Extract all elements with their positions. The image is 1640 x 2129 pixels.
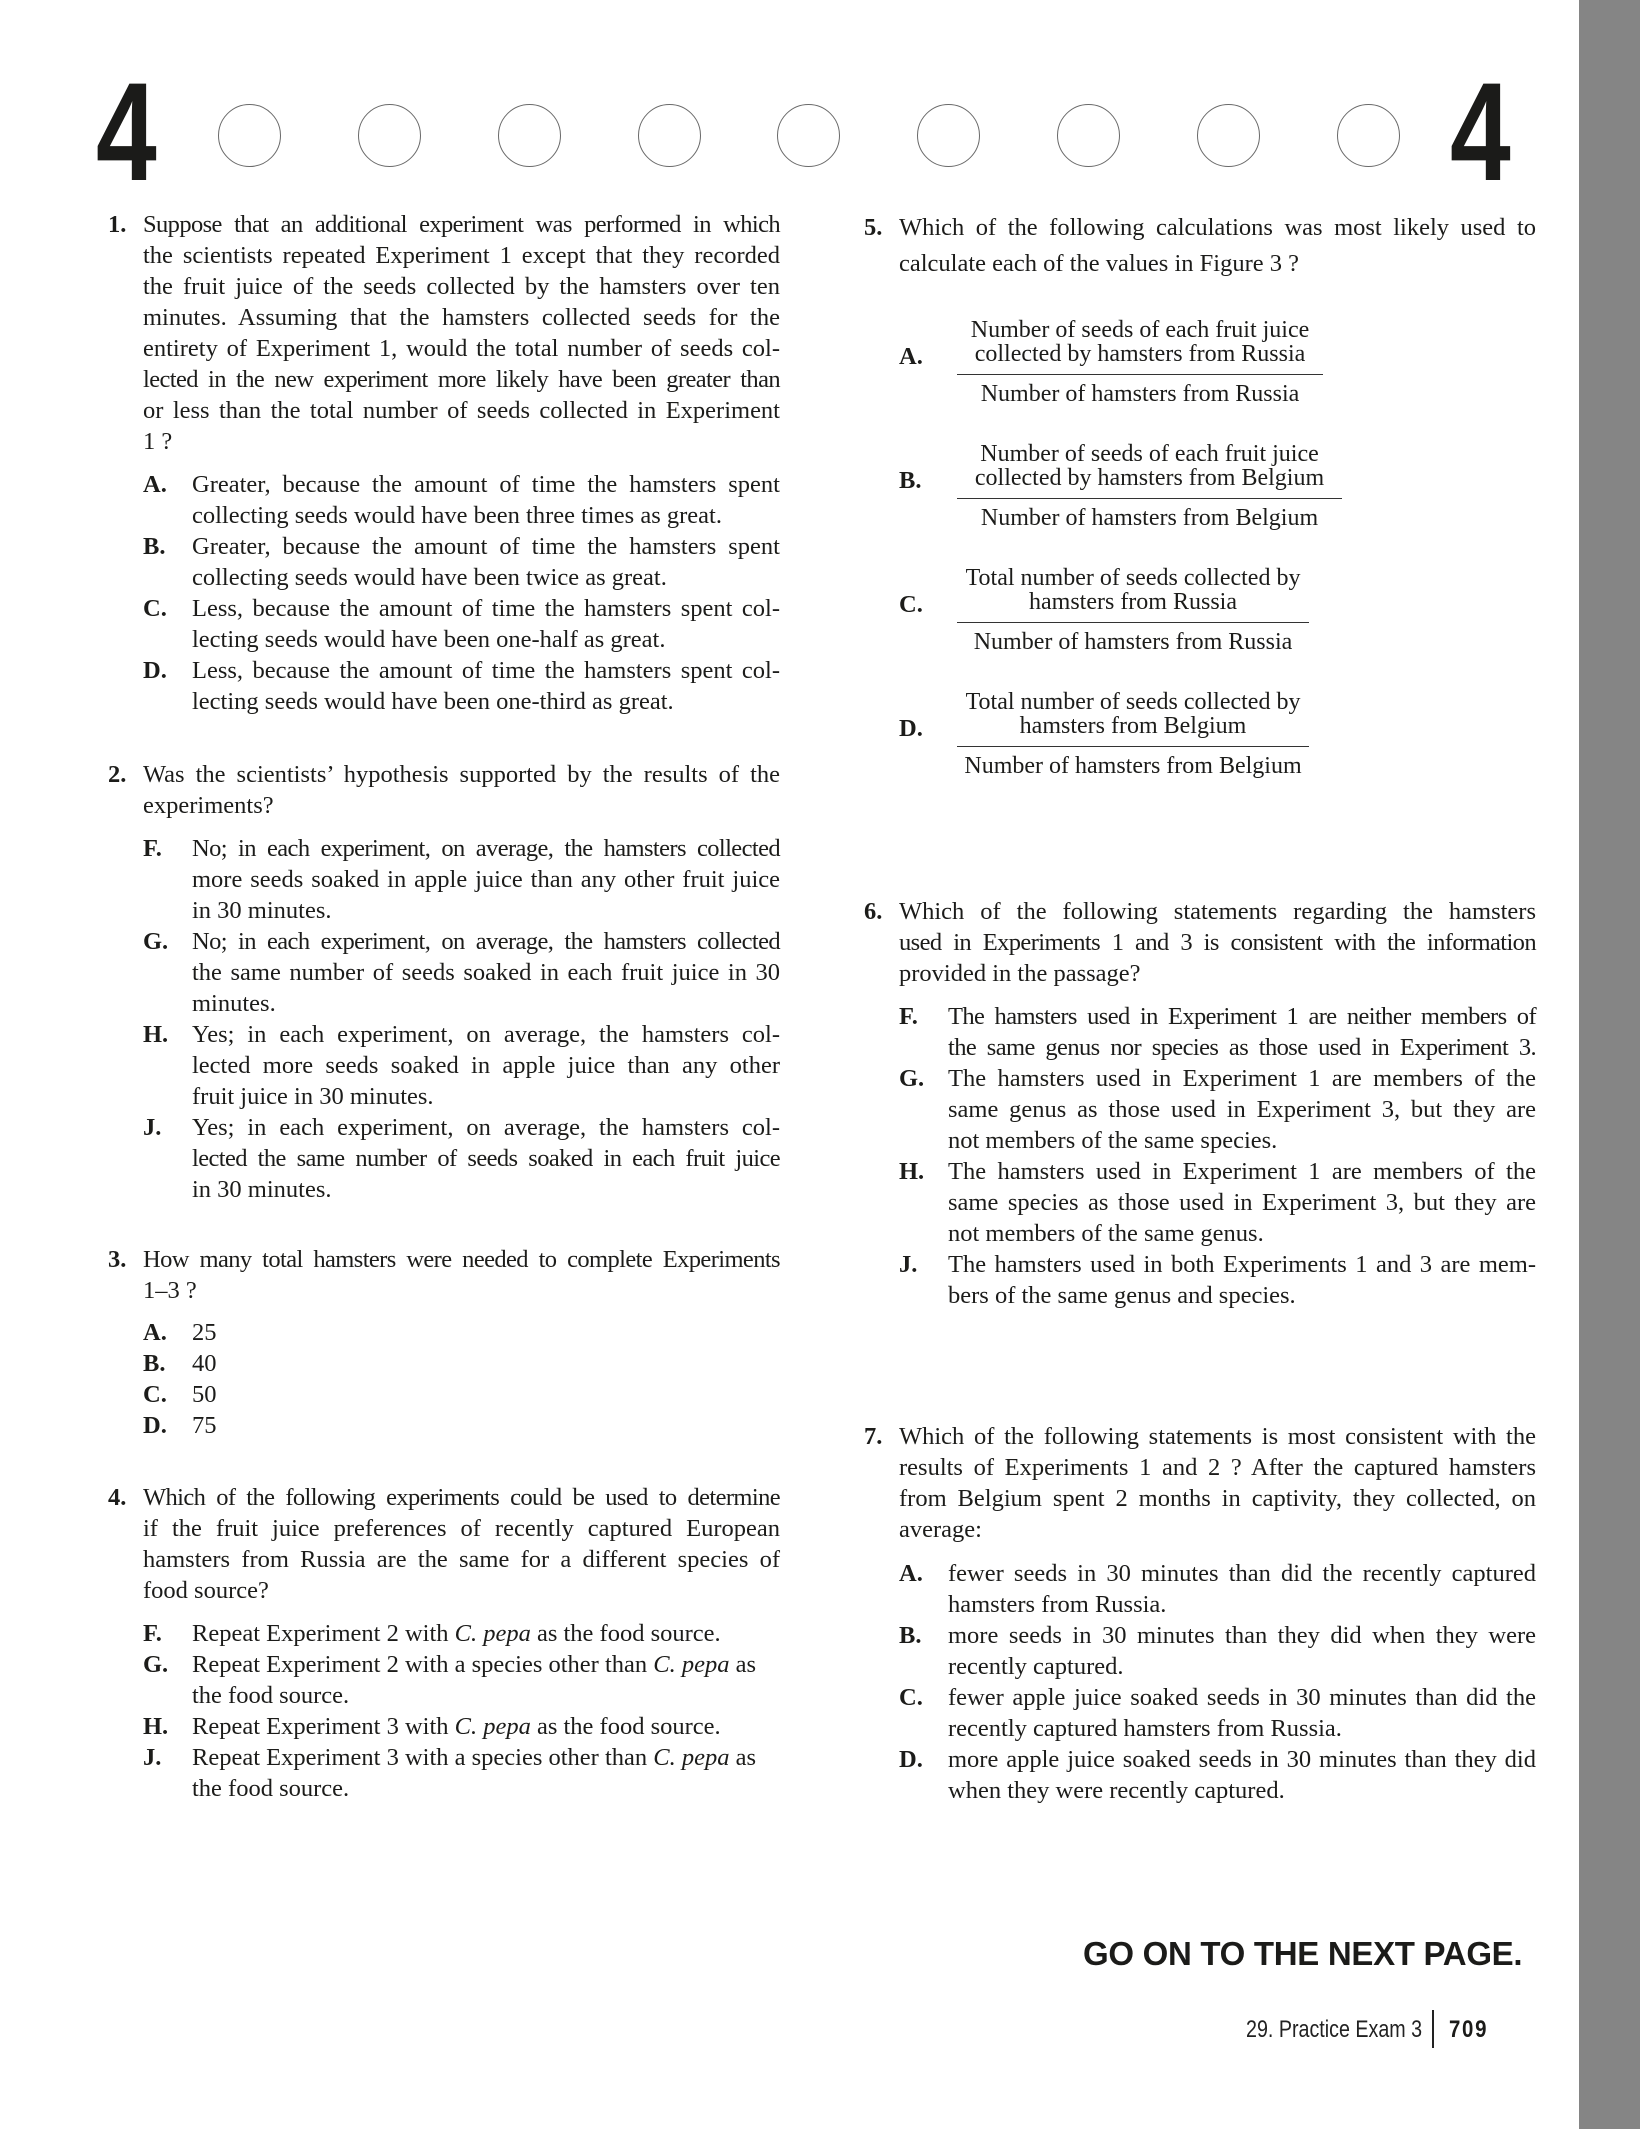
option-text-line: more seeds in 30 minutes than they did when they were	[948, 1622, 1536, 1649]
option-text-line: 25	[192, 1319, 217, 1346]
question-stem-line: How many total hamsters were needed to complete Experiments	[143, 1246, 780, 1273]
option-letter: H.	[899, 1158, 925, 1185]
question-stem-line: 1 ?	[143, 428, 173, 455]
option-text-line: The hamsters used in both Experiments 1 and 3 are mem-	[948, 1251, 1536, 1278]
option-text-line: lecting seeds would have been one-half as great.	[192, 626, 666, 653]
fraction-bar	[957, 622, 1309, 623]
question-stem-line: or less than the total number of seeds collected in Experiment	[143, 397, 780, 424]
option-text-line: in 30 minutes.	[192, 897, 332, 924]
option-letter: J.	[899, 1251, 918, 1278]
question-stem-line: entirety of Experiment 1, would the total number of seeds col-	[143, 335, 780, 362]
fraction-numerator-line: hamsters from Russia	[1029, 589, 1237, 615]
question-number: 2.	[108, 761, 127, 788]
question-stem-line: average:	[899, 1516, 982, 1543]
option-text-line: hamsters from Russia.	[948, 1591, 1167, 1618]
fraction-numerator-line: Total number of seeds collected by	[965, 689, 1301, 715]
question-number: 7.	[864, 1423, 883, 1450]
option-text-line: No; in each experiment, on average, the hamsters collected	[192, 835, 780, 862]
option-letter: F.	[899, 1003, 918, 1030]
question-stem-line: results of Experiments 1 and 2 ? After the captured hamsters	[899, 1454, 1536, 1481]
option-text-line: lecting seeds would have been one-third as great.	[192, 688, 674, 715]
fraction-expression	[957, 442, 1342, 530]
question-stem-line: 1–3 ?	[143, 1277, 197, 1304]
fraction-expression	[957, 690, 1309, 778]
page-edge-tab	[1579, 0, 1640, 2129]
option-text-line: the food source.	[192, 1775, 350, 1802]
question-stem-line: food source?	[143, 1577, 269, 1604]
option-text-line: lected the same number of seeds soaked in each fruit juice	[192, 1145, 780, 1172]
question-stem-line: Which of the following statements regarding the hamsters	[899, 898, 1536, 925]
answer-bubble	[1057, 104, 1120, 167]
option-letter: C.	[143, 1381, 167, 1408]
section-number-right: 4	[1450, 53, 1510, 210]
option-text-line: minutes.	[192, 990, 276, 1017]
section-number-left: 4	[96, 53, 156, 210]
fraction-numerator-line: Number of seeds of each fruit juice	[980, 441, 1319, 467]
option-letter: J.	[143, 1114, 162, 1141]
fraction-numerator-line: Number of seeds of each fruit juice	[970, 317, 1310, 343]
option-text-line: collecting seeds would have been twice as great.	[192, 564, 667, 591]
fraction-denominator: Number of hamsters from Belgium	[980, 505, 1319, 531]
option-text-line: the food source.	[192, 1682, 350, 1709]
option-text-line: 50	[192, 1381, 217, 1408]
option-text-line: bers of the same genus and species.	[948, 1282, 1296, 1309]
question-stem-line: the scientists repeated Experiment 1 except that they recorded	[143, 242, 780, 269]
option-letter: G.	[143, 1651, 169, 1678]
option-letter: A.	[143, 1319, 167, 1346]
fraction-numerator-line: hamsters from Belgium	[1019, 713, 1247, 739]
question-stem-line: provided in the passage?	[899, 960, 1141, 987]
option-letter: B.	[143, 533, 166, 560]
fraction-bar	[957, 374, 1323, 375]
option-letter: C.	[143, 595, 167, 622]
option-text-line: same species as those used in Experiment 3, but they are	[948, 1189, 1536, 1216]
option-text-line: fewer apple juice soaked seeds in 30 minutes than did the	[948, 1684, 1536, 1711]
option-text-line: not members of the same genus.	[948, 1220, 1264, 1247]
footer-divider	[1432, 2010, 1434, 2048]
fraction-expression	[957, 566, 1309, 654]
question-stem-line: minutes. Assuming that the hamsters collected seeds for the	[143, 304, 780, 331]
option-letter: A.	[899, 343, 923, 370]
question-stem-line: Which of the following statements is most consistent with the	[899, 1423, 1536, 1450]
answer-bubble	[498, 104, 561, 167]
question-stem-line: Which of the following experiments could be used to determine	[143, 1484, 780, 1511]
option-text-line: 40	[192, 1350, 217, 1377]
option-letter: D.	[899, 1746, 923, 1773]
answer-bubble	[777, 104, 840, 167]
option-letter: D.	[143, 657, 167, 684]
option-letter: B.	[143, 1350, 166, 1377]
question-number: 3.	[108, 1246, 127, 1273]
answer-bubble	[358, 104, 421, 167]
fraction-denominator: Number of hamsters from Russia	[980, 381, 1300, 407]
option-text-line: No; in each experiment, on average, the hamsters collected	[192, 928, 780, 955]
question-number: 5.	[864, 214, 883, 241]
fraction-numerator-line: Total number of seeds collected by	[965, 565, 1301, 591]
option-letter: J.	[143, 1744, 162, 1771]
question-stem-line: Suppose that an additional experiment was performed in which	[143, 211, 780, 238]
question-stem-line: used in Experiments 1 and 3 is consistent with the information	[899, 929, 1536, 956]
question-stem-line: Which of the following calculations was most likely used to	[899, 214, 1536, 241]
question-stem-line: if the fruit juice preferences of recently captured European	[143, 1515, 780, 1542]
option-letter: C.	[899, 591, 923, 618]
option-text-line: Less, because the amount of time the hamsters spent col-	[192, 595, 780, 622]
option-text-line: more seeds soaked in apple juice than any other fruit juice	[192, 866, 780, 893]
option-text-line: 75	[192, 1412, 217, 1439]
option-letter: C.	[899, 1684, 923, 1711]
option-text-line: same genus as those used in Experiment 3, but they are	[948, 1096, 1536, 1123]
fraction-numerator-line: collected by hamsters from Belgium	[974, 465, 1325, 491]
fraction-denominator: Number of hamsters from Russia	[973, 629, 1293, 655]
question-stem-line: calculate each of the values in Figure 3 ?	[899, 250, 1299, 277]
option-text-line: Repeat Experiment 3 with C. pepa as the food source.	[192, 1713, 721, 1740]
option-letter: G.	[143, 928, 169, 955]
answer-bubble	[218, 104, 281, 167]
question-stem-line: Was the scientists’ hypothesis supported by the results of the	[143, 761, 780, 788]
option-text-line: Greater, because the amount of time the hamsters spent	[192, 471, 780, 498]
option-letter: G.	[899, 1065, 925, 1092]
question-stem-line: the fruit juice of the seeds collected by the hamsters over ten	[143, 273, 780, 300]
option-letter: H.	[143, 1021, 169, 1048]
option-text-line: Repeat Experiment 2 with a species other than C. pepa as	[192, 1651, 757, 1678]
option-text-line: not members of the same species.	[948, 1127, 1278, 1154]
page-number: 709	[1449, 2016, 1489, 2043]
question-stem-line: experiments?	[143, 792, 274, 819]
option-text-line: more apple juice soaked seeds in 30 minutes than they did	[948, 1746, 1536, 1773]
footer-chapter-title: 29. Practice Exam 3	[1246, 2016, 1423, 2043]
fraction-denominator: Number of hamsters from Belgium	[964, 753, 1302, 779]
option-text-line: Greater, because the amount of time the hamsters spent	[192, 533, 780, 560]
option-text-line: The hamsters used in Experiment 1 are neither members of	[948, 1003, 1536, 1030]
option-text-line: fruit juice in 30 minutes.	[192, 1083, 434, 1110]
option-text-line: the same genus nor species as those used in Experiment 3.	[948, 1034, 1536, 1061]
option-text-line: lected more seeds soaked in apple juice than any other	[192, 1052, 780, 1079]
option-text-line: The hamsters used in Experiment 1 are members of the	[948, 1158, 1536, 1185]
question-stem-line: from Belgium spent 2 months in captivity, they collected, on	[899, 1485, 1536, 1512]
question-number: 4.	[108, 1484, 127, 1511]
option-text-line: Yes; in each experiment, on average, the hamsters col-	[192, 1021, 780, 1048]
option-letter: A.	[143, 471, 167, 498]
option-letter: B.	[899, 467, 922, 494]
option-text-line: Less, because the amount of time the hamsters spent col-	[192, 657, 780, 684]
answer-bubble	[638, 104, 701, 167]
question-number: 6.	[864, 898, 883, 925]
question-number: 1.	[108, 211, 127, 238]
option-text-line: Yes; in each experiment, on average, the hamsters col-	[192, 1114, 780, 1141]
option-text-line: fewer seeds in 30 minutes than did the recently captured	[948, 1560, 1536, 1587]
option-text-line: Repeat Experiment 2 with C. pepa as the food source.	[192, 1620, 721, 1647]
fraction-numerator-line: collected by hamsters from Russia	[974, 341, 1306, 367]
option-text-line: recently captured hamsters from Russia.	[948, 1715, 1342, 1742]
option-text-line: the same number of seeds soaked in each fruit juice in 30	[192, 959, 780, 986]
answer-bubble	[1197, 104, 1260, 167]
question-stem-line: lected in the new experiment more likely have been greater than	[143, 366, 780, 393]
fraction-bar	[957, 498, 1342, 499]
fraction-expression	[957, 318, 1323, 406]
option-text-line: recently captured.	[948, 1653, 1124, 1680]
option-letter: D.	[143, 1412, 167, 1439]
option-text-line: when they were recently captured.	[948, 1777, 1285, 1804]
go-on-next-page-notice: GO ON TO THE NEXT PAGE.	[1083, 1935, 1523, 1972]
option-letter: H.	[143, 1713, 169, 1740]
option-text-line: collecting seeds would have been three times as great.	[192, 502, 722, 529]
option-letter: B.	[899, 1622, 922, 1649]
question-stem-line: hamsters from Russia are the same for a different species of	[143, 1546, 780, 1573]
option-text-line: The hamsters used in Experiment 1 are members of the	[948, 1065, 1536, 1092]
option-letter: D.	[899, 715, 923, 742]
option-letter: F.	[143, 835, 162, 862]
answer-bubble	[1337, 104, 1400, 167]
fraction-bar	[957, 746, 1309, 747]
option-letter: F.	[143, 1620, 162, 1647]
answer-bubble	[917, 104, 980, 167]
option-letter: A.	[899, 1560, 923, 1587]
option-text-line: in 30 minutes.	[192, 1176, 332, 1203]
option-text-line: Repeat Experiment 3 with a species other than C. pepa as	[192, 1744, 757, 1771]
